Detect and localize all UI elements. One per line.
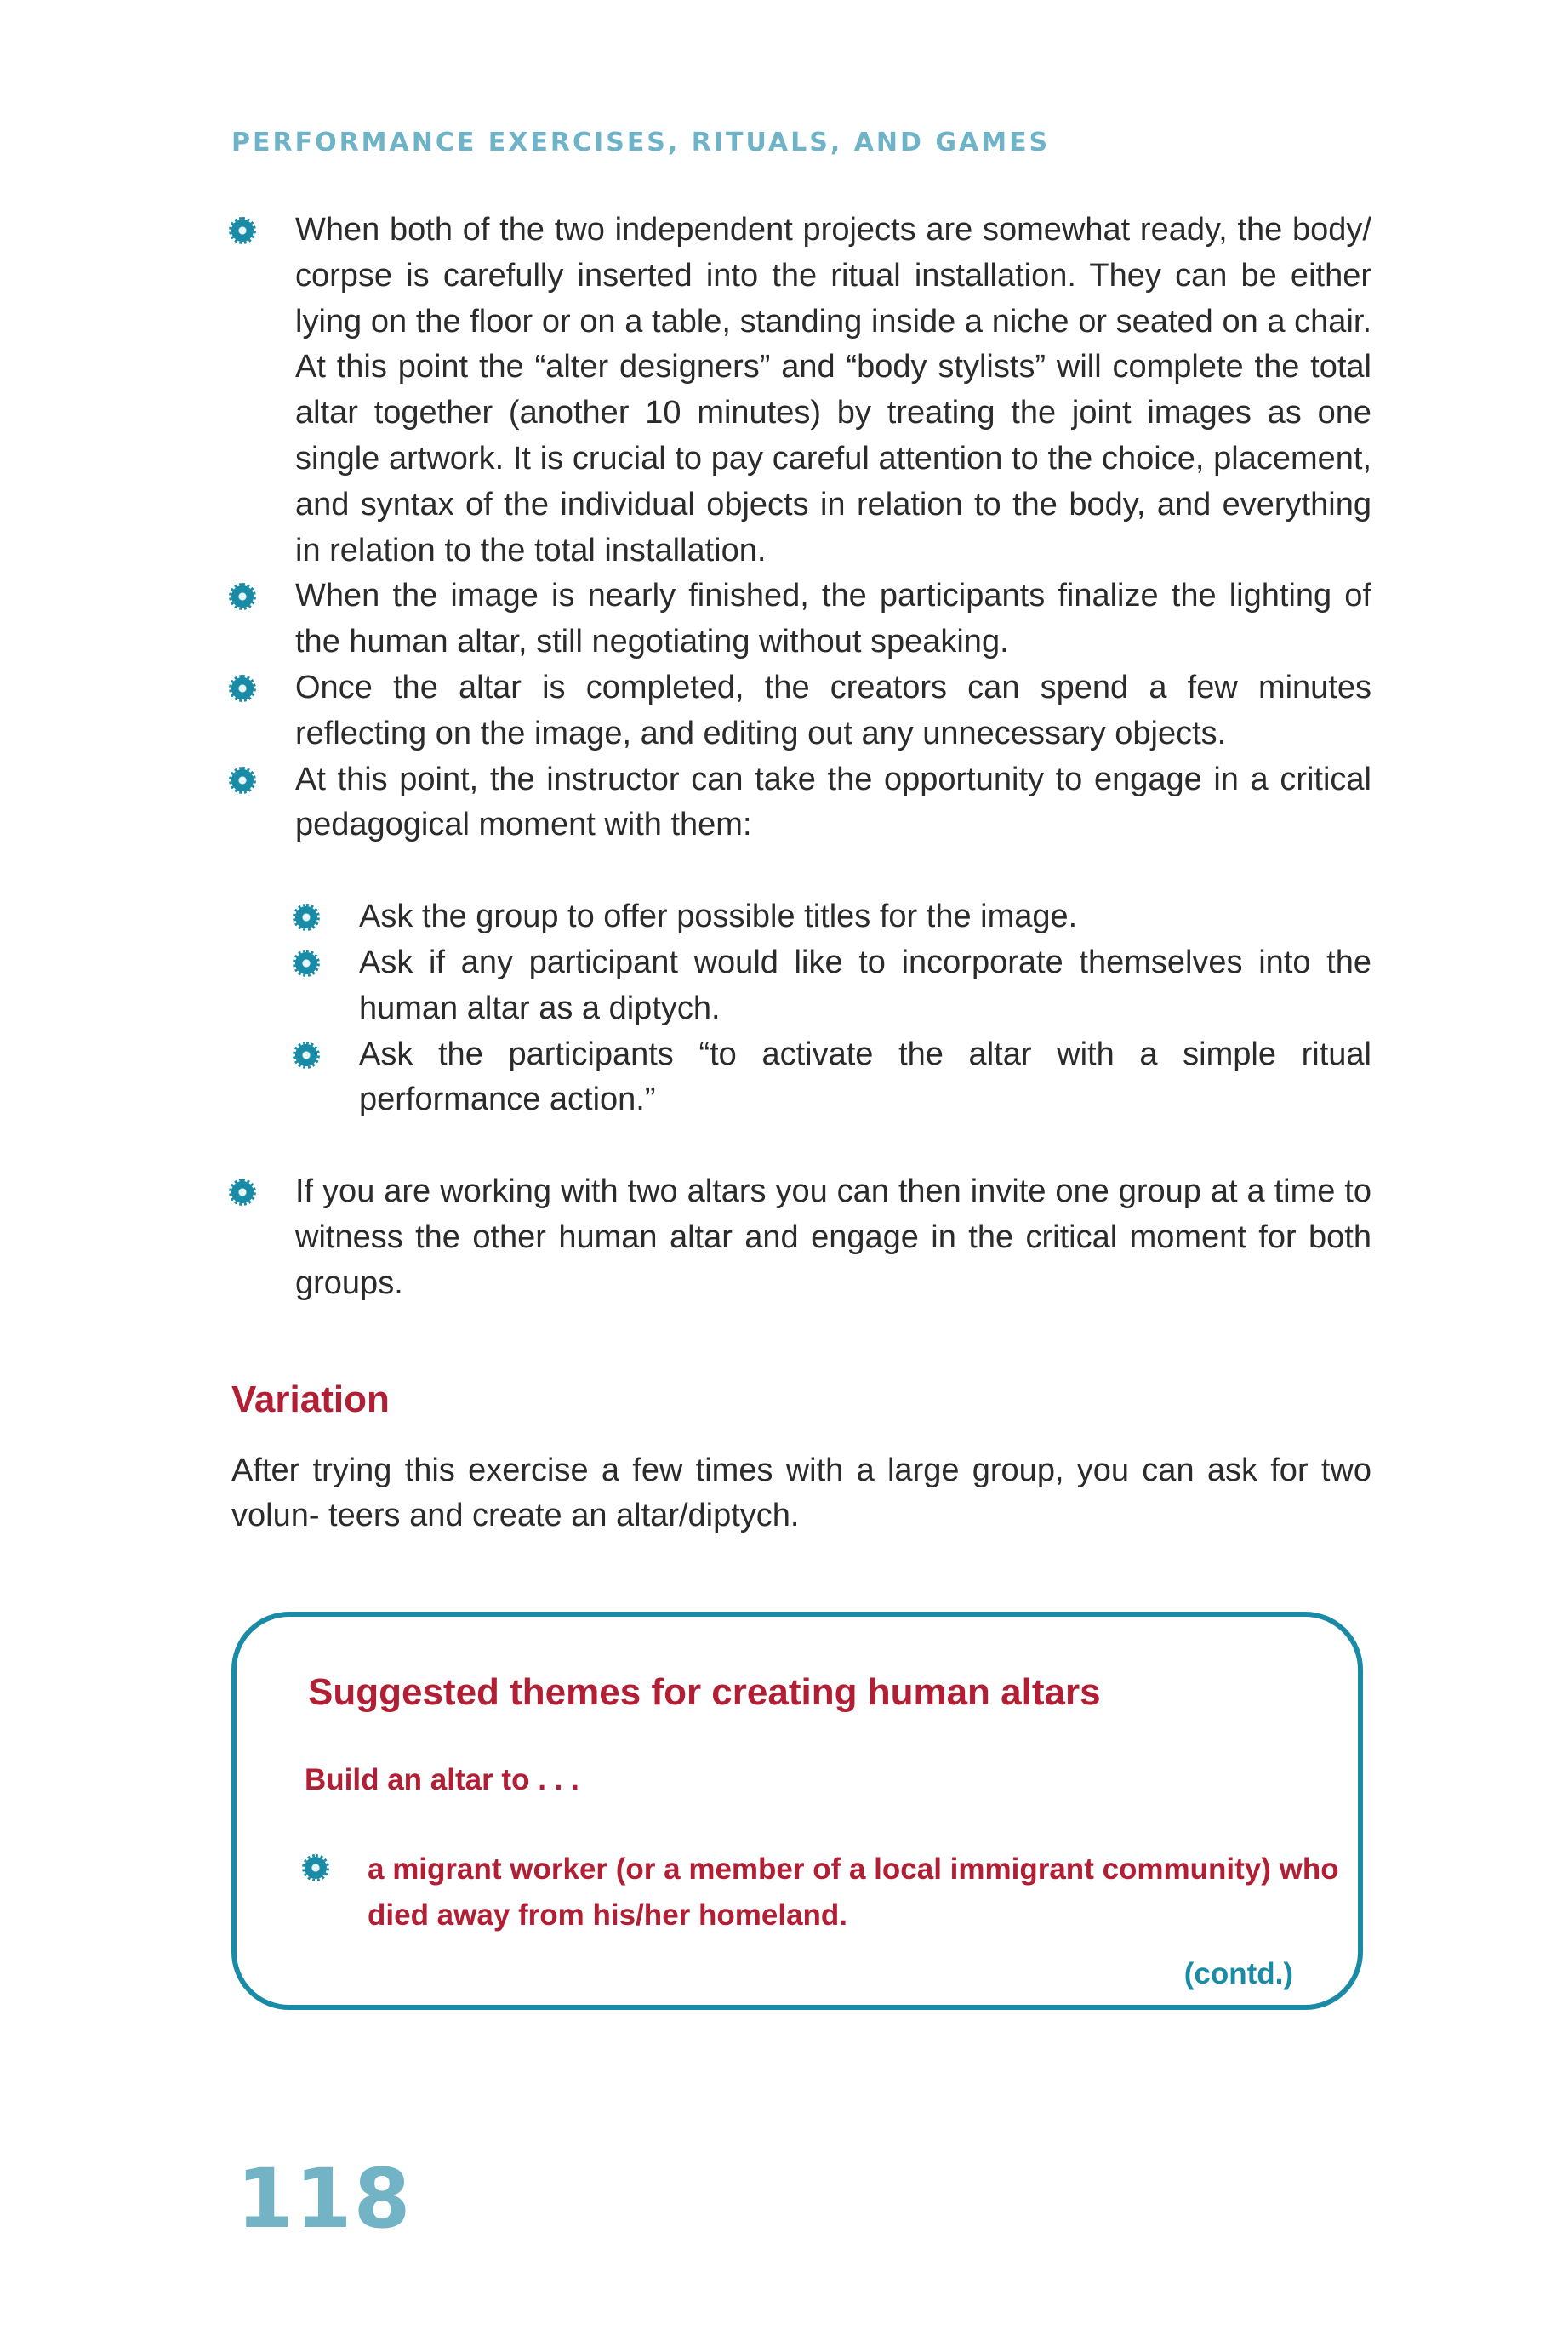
sub-list-wrapper bbox=[295, 848, 1371, 1169]
list-item bbox=[231, 1169, 1371, 1306]
bullet-icon bbox=[231, 585, 254, 608]
list-item bbox=[231, 665, 1371, 757]
callout-subtitle: Build an altar to . . . bbox=[305, 1763, 579, 1796]
list-item bbox=[231, 757, 1371, 1170]
sub-bullet-list bbox=[231, 894, 1371, 1123]
bullet-icon bbox=[295, 906, 317, 928]
running-head: PERFORMANCE EXERCISES, RITUALS, AND GAMES bbox=[231, 128, 1051, 157]
list-item-text: When both of the two independent projects are somewhat ready, the body/ corpse is carefully inserted into the ritual installation. They can be either lying on the floor or on a table, standing inside a niche or seated on a chair. At this point the “alter designers” and “body stylists” will complete the total altar together (another 10 minutes) by treating the joint images as one single artwork. It is crucial to pay careful attention to the choice, placement, and syntax of the individual objects in relation to the body, and everything in relation to the total installation. bbox=[295, 212, 1371, 568]
sub-list-item bbox=[295, 894, 1371, 940]
bullet-icon bbox=[231, 769, 254, 791]
bullet-icon bbox=[231, 677, 254, 699]
sub-list-item bbox=[295, 1032, 1371, 1124]
themes-callout-box bbox=[231, 1612, 1363, 2010]
section-heading: Variation bbox=[231, 1378, 390, 1420]
page-number: 118 bbox=[237, 2151, 413, 2246]
list-item-text: At this point, the instructor can take the opportunity to engage in a critical pedagogical moment with them: bbox=[295, 761, 1371, 843]
sub-list-item bbox=[295, 940, 1371, 1032]
bullet-list bbox=[231, 208, 1371, 1307]
bullet-icon bbox=[295, 1044, 317, 1066]
sub-list-item-text: Ask the participants “to activate the altar with a simple ritual performance action.” bbox=[359, 1036, 1371, 1118]
sub-list-item-text: Ask the group to offer possible titles for the image. bbox=[359, 899, 1078, 935]
list-item-text: When the image is nearly finished, the participants finalize the lighting of the human altar, still negotiating without speaking. bbox=[295, 578, 1371, 660]
sub-list-item-text: Ask if any participant would like to incorporate themselves into the human altar as a diptych. bbox=[359, 944, 1371, 1026]
continued-label: (contd.) bbox=[1183, 1957, 1293, 1990]
list-item bbox=[231, 574, 1371, 665]
list-item-text: If you are working with two altars you can then invite one group at a time to witness the other human altar and engage in the critical moment for both groups. bbox=[295, 1173, 1371, 1301]
bullet-icon bbox=[231, 1181, 254, 1203]
bullet-icon bbox=[295, 952, 317, 974]
variation-paragraph: After trying this exercise a few times with a large group, you can ask for two volun- teers and create an altar/diptych. bbox=[231, 1452, 1371, 1534]
callout-list-item bbox=[305, 1847, 1354, 1938]
bullet-icon bbox=[231, 220, 254, 242]
callout-title: Suggested themes for creating human altars bbox=[308, 1671, 1101, 1713]
list-item bbox=[231, 208, 1371, 574]
list-item-text: Once the altar is completed, the creators can spend a few minutes reflecting on the image, and editing out any unnecessary objects. bbox=[295, 669, 1371, 751]
bullet-icon bbox=[305, 1857, 327, 1879]
main-content bbox=[231, 208, 1371, 1539]
callout-item-text: a migrant worker (or a member of a local immigrant community) who died away from his/her homeland. bbox=[368, 1852, 1339, 1932]
